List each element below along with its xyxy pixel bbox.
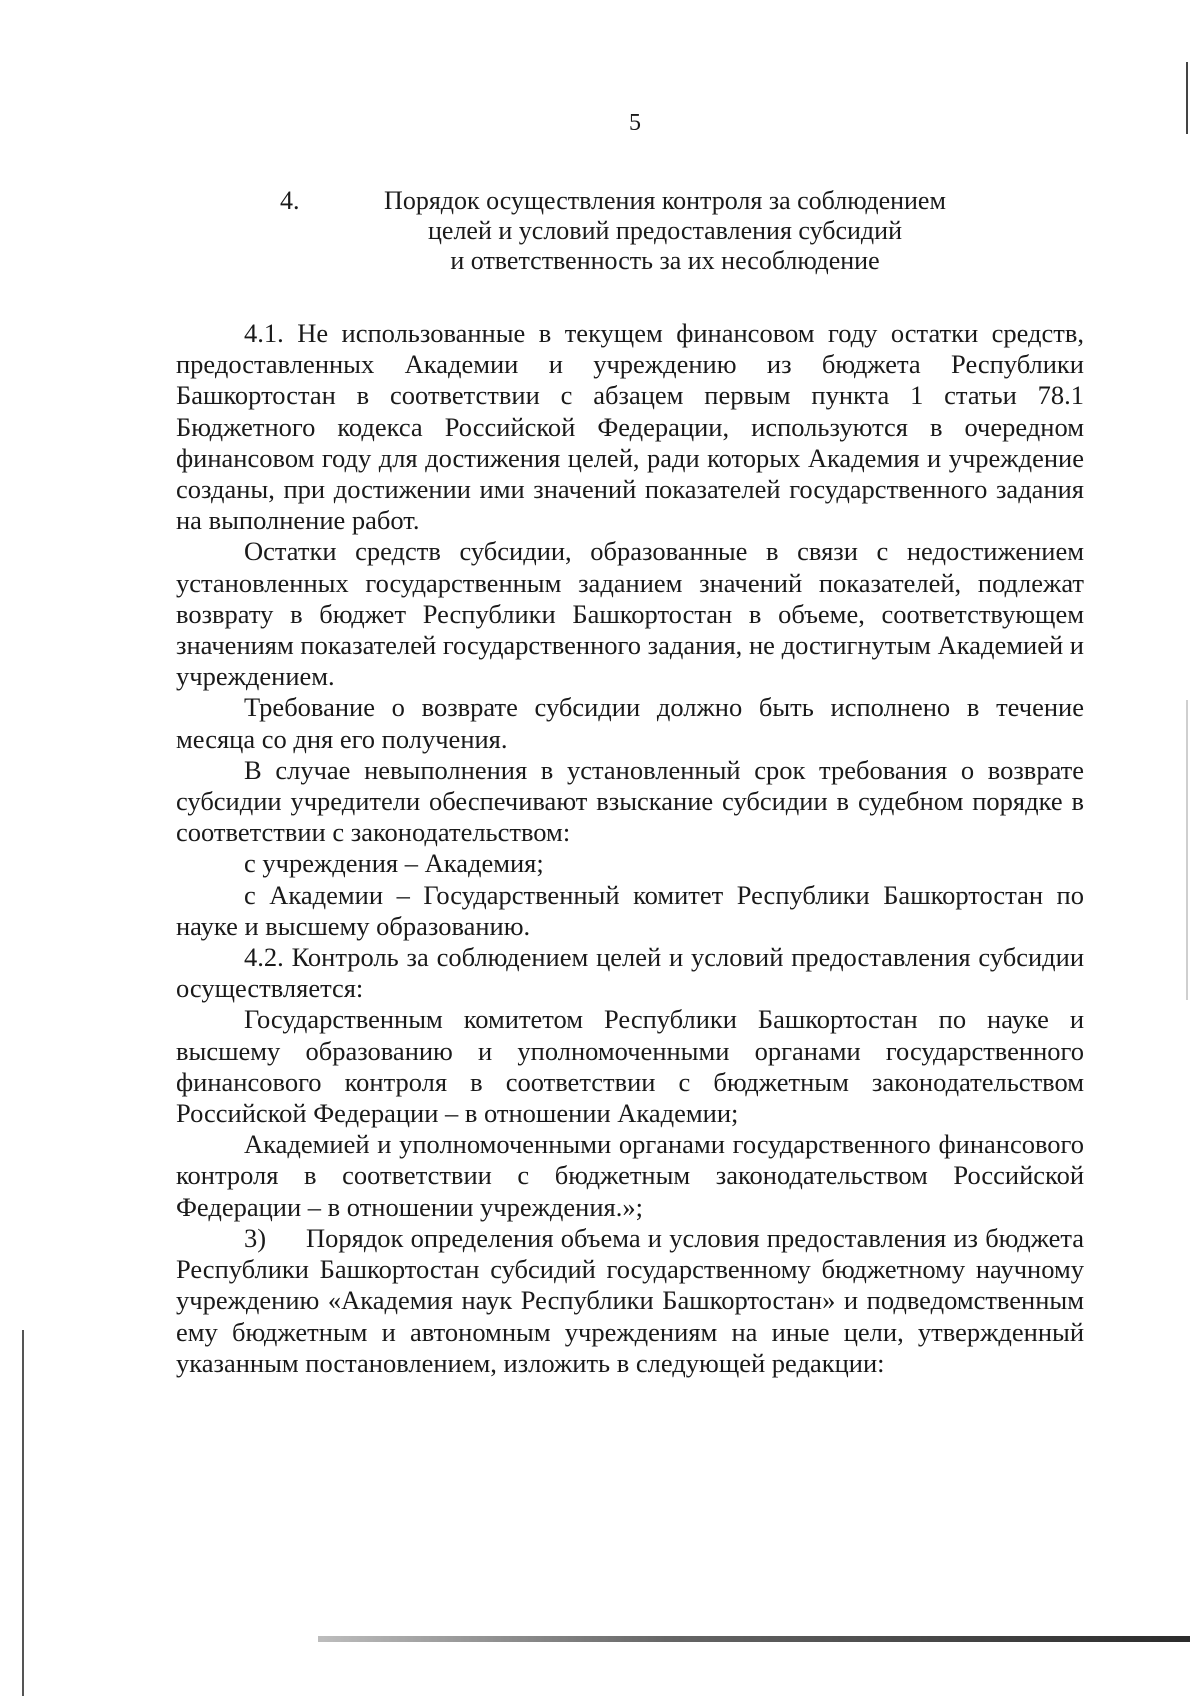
section-title-line: Порядок осуществления контроля за соблюдением	[384, 186, 946, 215]
section-title	[350, 186, 980, 276]
page-number: 5	[629, 110, 641, 136]
bottom-rule	[318, 1636, 1190, 1642]
paragraph-state-committee-control: Государственным комитетом Республики Башкортостан по науке и высшему образованию и уполномоченными органами государственного финансового контроля в соответствии с бюджетным законодательством Российской Федерации – в отношении Академии;	[176, 1004, 1084, 1129]
scan-edge-mark	[1186, 700, 1188, 1000]
paragraph-non-fulfillment: В случае невыполнения в установленный срок требования о возврате субсидии учредители обеспечивают взыскание субсидии в судебном порядке в соответствии с законодательством:	[176, 754, 1084, 848]
paragraph-academy-control: Академией и уполномоченными органами государственного финансового контроля в соответствии с бюджетным законодательством Российской Федерации – в отношении учреждения.»;	[176, 1129, 1084, 1222]
paragraph-remainders: Остатки средств субсидии, образованные в связи с недостижением установленных государственным заданием значений показателей, подлежат возврату в бюджет Республики Башкортостан в объеме, соответствующем значениям показателей государственного задания, не достигнутым Академией и учреждением.	[176, 536, 1084, 692]
paragraph-return-requirement: Требование о возврате субсидии должно быть исполнено в течение месяца со дня его получения.	[176, 692, 1084, 754]
document-body	[176, 318, 1084, 1379]
section-title-line: целей и условий предоставления субсидий	[428, 216, 902, 245]
scan-edge-mark	[22, 1330, 24, 1696]
item-3-marker: 3)	[244, 1222, 267, 1253]
paragraph-4-1: 4.1. Не использованные в текущем финансовом году остатки средств, предоставленных Академии и учреждению из бюджета Республики Башкортостан в соответствии с абзацем первым пункта 1 статьи 78.1 Бюджетного кодекса Российской Федерации, используются в очередном финансовом году для достижения целей, ради которых Академия и учреждение созданы, при достижении ими значений показателей государственного задания на выполнение работ.	[176, 318, 1084, 536]
section-title-line: и ответственность за их несоблюдение	[450, 246, 880, 275]
scan-edge-mark	[1186, 62, 1188, 134]
list-item-academy: с Академии – Государственный комитет Республики Башкортостан по науке и высшему образованию.	[176, 879, 1084, 941]
paragraph-item-3	[176, 1223, 1084, 1379]
section-number: 4.	[280, 186, 300, 215]
list-item-institution: с учреждения – Академия;	[244, 848, 544, 879]
section-heading	[280, 186, 980, 276]
paragraph-4-2: 4.2. Контроль за соблюдением целей и условий предоставления субсидии осуществляется:	[176, 942, 1084, 1004]
item-3-text: Порядок определения объема и условия предоставления из бюджета Республики Башкортостан субсидий государственному бюджетному научному учреждению «Академия наук Республики Башкортостан» и подведомственным ему бюджетным и автономным учреждениям на иные цели, утвержденный указанным постановлением, изложить в следующей редакции:	[176, 1222, 1084, 1378]
